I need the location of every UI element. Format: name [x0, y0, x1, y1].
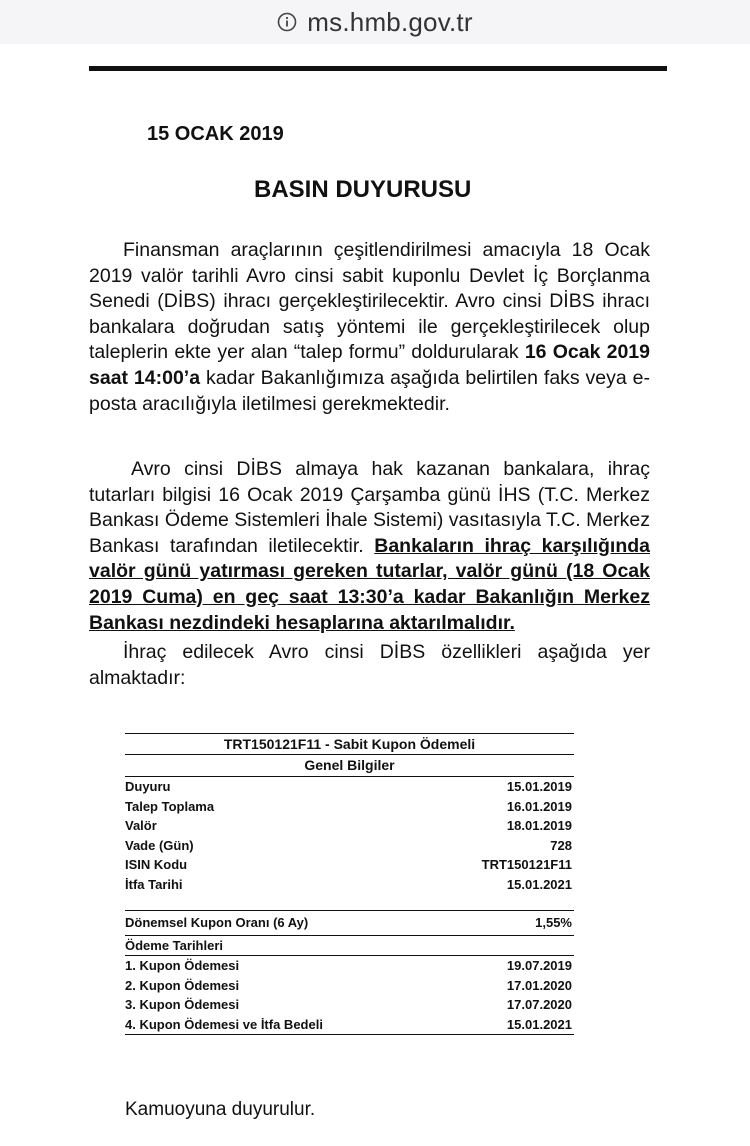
- coupon-rate-label: Dönemsel Kupon Oranı (6 Ay): [125, 915, 309, 930]
- row-value: 16.01.2019: [506, 798, 572, 814]
- bond-info-table: [125, 733, 574, 1035]
- table-row: [125, 875, 574, 895]
- paragraph-3: [89, 640, 650, 691]
- row-value: 15.01.2021: [506, 1016, 572, 1032]
- row-label: 1. Kupon Ödemesi: [125, 958, 240, 973]
- row-label: 3. Kupon Ödemesi: [125, 997, 240, 1012]
- row-label: 4. Kupon Ödemesi ve İtfa Bedeli: [125, 1016, 323, 1032]
- table-row: [125, 956, 574, 976]
- info-icon[interactable]: [277, 12, 297, 32]
- document-title: BASIN DUYURUSU: [254, 176, 472, 203]
- table-row: [125, 836, 574, 856]
- table-row: [125, 995, 574, 1015]
- paragraph-1: [89, 238, 650, 417]
- paragraph-2-text: Avro cinsi DİBS almaya hak kazanan bankalara, ihraç tutarları bilgisi 16 Ocak 2019 Çarşamba günü İHS (T.C. Merkez Bankası Ödeme Sistemleri İhale Sistemi) vasıtasıyla T.C. Merkez Bankası tarafından iletilecektir.: [89, 458, 650, 557]
- paragraph-1-text-b: kadar Bakanlığımıza aşağıda belirtilen faks veya e-posta aracılığıyla iletilmesi gerekmektedir.: [89, 366, 650, 415]
- paragraph-3-text: İhraç edilecek Avro cinsi DİBS özellikleri aşağıda yer almaktadır:: [89, 641, 650, 689]
- closing-text: Kamuoyuna duyurulur.: [125, 1099, 316, 1120]
- document-date: 15 OCAK 2019: [147, 123, 284, 145]
- row-value: 15.01.2021: [506, 876, 572, 892]
- row-label: Duyuru: [125, 779, 171, 794]
- row-value: TRT150121F11: [481, 857, 572, 872]
- coupon-rate-value: 1,55%: [535, 915, 572, 930]
- table-row: [125, 816, 574, 836]
- row-label: ISIN Kodu: [125, 857, 188, 872]
- table-row: [125, 1015, 574, 1035]
- row-value: 17.07.2020: [506, 997, 572, 1012]
- row-value: 728: [550, 837, 572, 853]
- row-value: 15.01.2019: [506, 779, 572, 794]
- table-row: [125, 797, 574, 817]
- table-row: [125, 855, 574, 875]
- row-value: 18.01.2019: [506, 818, 572, 833]
- table-spacer: [125, 894, 574, 910]
- url-text[interactable]: ms.hmb.gov.tr: [307, 6, 473, 37]
- deadline-text: 16 Ocak 2019 saat 14:00’a: [89, 341, 650, 389]
- address-bar[interactable]: [0, 0, 750, 44]
- coupon-rate-row: [125, 911, 574, 935]
- paragraph-1-text-a: Finansman araçlarının çeşitlendirilmesi amacıyla 18 Ocak 2019 valör tarihli Avro cinsi sabit kuponlu Devlet İç Borçlanma Senedi (DİBS) ihracı gerçekleştirilecektir. Avro cinsi DİBS ihracı bankalara doğrudan satış yöntemi ile gerçekleştirilecek olup taleplerin ekte yer alan “talep formu” doldurularak: [89, 239, 650, 364]
- row-label: 2. Kupon Ödemesi: [125, 977, 240, 993]
- row-label: Valör: [125, 818, 157, 833]
- table-bottom-rule: [125, 1034, 574, 1035]
- table-row: [125, 976, 574, 996]
- row-label: Talep Toplama: [125, 798, 215, 814]
- payment-dates-label: Ödeme Tarihleri: [125, 938, 224, 953]
- row-value: 19.07.2019: [506, 958, 572, 973]
- table-subtitle: Genel Bilgiler: [304, 757, 395, 773]
- header-rule: [89, 66, 667, 71]
- payment-notice: Bankaların ihraç karşılığında valör günü yatırması gereken tutarlar, valör günü (18 Ocak 2019 Cuma) en geç saat 13:30’a kadar Bakanlığın Merkez Bankası nezdindeki hesaplarına aktarılmalıdır.: [89, 534, 650, 634]
- row-label: Vade (Gün): [125, 837, 194, 853]
- table-row: [125, 777, 574, 797]
- table-title: TRT150121F11 - Sabit Kupon Ödemeli: [223, 736, 476, 752]
- row-value: 17.01.2020: [506, 977, 572, 993]
- paragraph-2: [89, 457, 650, 636]
- row-label: İtfa Tarihi: [125, 876, 183, 892]
